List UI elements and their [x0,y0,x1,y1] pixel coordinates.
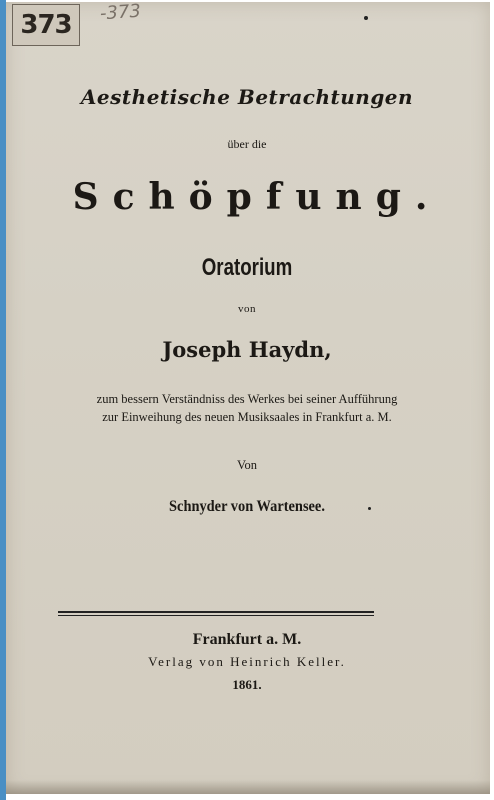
ink-spot [364,16,368,20]
divider-rule-thick [58,611,374,613]
by-label: von [238,303,256,315]
title-connector: über die [227,137,267,151]
publication-city: Frankfurt a. M. [192,631,302,648]
divider-rule-thin [58,615,374,616]
purpose-line-2: zur Einweihung des neuen Musiksaales in Frankfurt a. M. [102,410,392,424]
handwritten-note: -373 [99,0,142,25]
publication-year: 1861. [232,677,262,692]
shelfmark-label: 373 [12,4,80,46]
title-line: Aesthetische Betrachtungen [80,85,414,109]
author-by-label: Von [237,458,257,472]
purpose-line-1: zum bessern Verständniss des Werkes bei seiner Aufführung [96,392,398,406]
page-bottom-shadow [6,780,490,794]
genre-label: Oratorium [201,254,293,281]
composer-name: Joseph Haydn, [162,337,332,362]
publisher: Verlag von Heinrich Keller. [148,654,346,669]
main-title: Schöpfung. [72,176,442,218]
author-name: Schnyder von Wartensee. [169,498,325,515]
